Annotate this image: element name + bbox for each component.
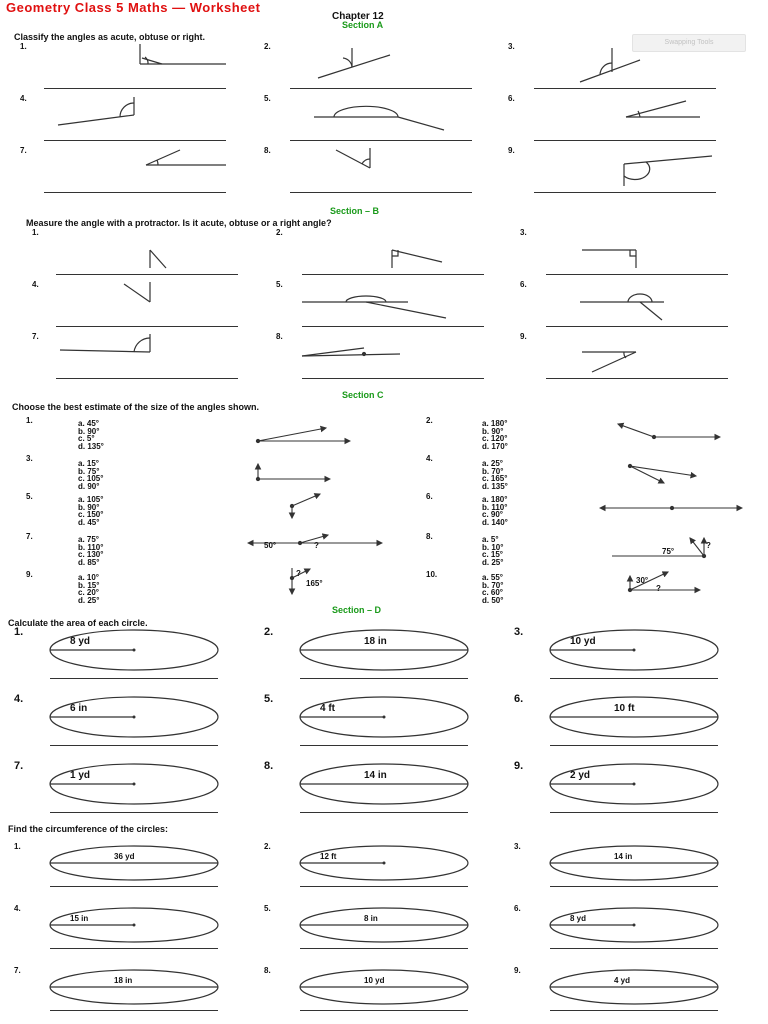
circle-problem-number: 2. (264, 626, 274, 638)
circle-problem-number: 3. (514, 626, 524, 638)
section-c-number: 4. (426, 454, 433, 463)
section-c-number: 6. (426, 492, 433, 501)
measurement-label: 15 in (70, 914, 89, 923)
answer-options[interactable]: a. 15° b. 75° c. 105° d. 90° (78, 459, 104, 491)
circle-problem-number: 1. (14, 626, 24, 638)
section-c-number: 5. (26, 492, 33, 501)
angle-label: 165° (306, 579, 323, 588)
angle-label: 75° (662, 547, 675, 556)
measurement-label: 18 in (114, 976, 133, 985)
answer-options[interactable]: a. 25° b. 70° c. 165° d. 135° (482, 459, 508, 491)
measurement-label: 1 yd (70, 770, 91, 781)
unknown-angle-label: ? (656, 584, 661, 593)
circle-problem-number: 5. (264, 693, 274, 705)
answer-options[interactable]: a. 5° b. 10° c. 15° d. 25° (482, 535, 504, 567)
circle-problem-number: 6. (514, 904, 521, 913)
answer-options[interactable]: a. 180° b. 90° c. 120° d. 170° (482, 419, 508, 451)
unknown-angle-label: ? (314, 541, 319, 550)
section-c-number: 9. (26, 570, 33, 579)
section-b-number: 8. (276, 332, 283, 341)
circle-problem-number: 9. (514, 966, 521, 975)
measurement-label: 2 yd (570, 770, 591, 781)
section-c-number: 10. (426, 570, 438, 579)
section-d-heading: Section – D (332, 605, 382, 615)
measurement-label: 8 yd (70, 636, 91, 647)
angle-label: 50° (264, 541, 277, 550)
circle-problem-number: 7. (14, 760, 24, 772)
section-b-number: 6. (520, 280, 527, 289)
circle-problem-number: 4. (14, 693, 24, 705)
circle-problem-number: 6. (514, 693, 524, 705)
chapter-label: Chapter 12 (332, 11, 384, 22)
section-a-number: 2. (264, 42, 271, 51)
circle-problem-number: 9. (514, 760, 524, 772)
section-b-instruction: Measure the angle with a protractor. Is it acute, obtuse or a right angle? (26, 218, 332, 228)
section-c-instruction: Choose the best estimate of the size of the angles shown. (12, 402, 260, 412)
section-c-number: 7. (26, 532, 33, 541)
answer-options[interactable]: a. 180° b. 110° c. 90° d. 140° (482, 495, 508, 527)
circle-problem-number: 2. (264, 842, 271, 851)
section-a-number: 1. (20, 42, 27, 51)
section-b-number: 9. (520, 332, 527, 341)
measurement-label: 4 ft (320, 703, 335, 714)
section-a-number: 7. (20, 146, 27, 155)
section-c-heading: Section C (342, 390, 384, 400)
section-b-number: 3. (520, 228, 527, 237)
section-c-number: 8. (426, 532, 433, 541)
circle-problem-number: 3. (514, 842, 521, 851)
section-a-number: 9. (508, 146, 515, 155)
measurement-label: 14 in (364, 770, 387, 781)
answer-line[interactable] (550, 1010, 718, 1011)
section-a-number: 5. (264, 94, 271, 103)
circle-problem-number: 7. (14, 966, 21, 975)
section-c-number: 1. (26, 416, 33, 425)
section-b-number: 1. (32, 228, 39, 237)
section-b-number: 2. (276, 228, 283, 237)
section-c-number: 3. (26, 454, 33, 463)
section-a-number: 6. (508, 94, 515, 103)
answer-options[interactable]: a. 45° b. 90° c. 5° d. 135° (78, 419, 104, 451)
section-b-number: 7. (32, 332, 39, 341)
section-b-number: 4. (32, 280, 39, 289)
measurement-label: 8 yd (570, 914, 587, 923)
measurement-label: 12 ft (320, 852, 337, 861)
circle-problem-number: 1. (14, 842, 21, 851)
section-a-number: 4. (20, 94, 27, 103)
measurement-label: 10 yd (364, 976, 385, 985)
area-instruction: Calculate the area of each circle. (8, 618, 148, 628)
answer-options[interactable]: a. 55° b. 70° c. 60° d. 50° (482, 573, 504, 605)
circumference-instruction: Find the circumference of the circles: (8, 824, 169, 834)
circle-problem-number: 8. (264, 966, 271, 975)
circle-problem-number: 5. (264, 904, 271, 913)
measurement-label: 10 ft (614, 703, 635, 714)
section-b-number: 5. (276, 280, 283, 289)
swapping-tools-badge[interactable]: Swapping Tools (632, 34, 746, 52)
measurement-label: 4 yd (614, 976, 631, 985)
section-a-number: 3. (508, 42, 515, 51)
circle-problem-number: 8. (264, 760, 274, 772)
section-b-heading: Section – B (330, 206, 380, 216)
section-a-instruction: Classify the angles as acute, obtuse or right. (14, 32, 206, 42)
measurement-label: 18 in (364, 636, 387, 647)
answer-options[interactable]: a. 105° b. 90° c. 150° d. 45° (78, 495, 104, 527)
circle-problem-number: 4. (14, 904, 21, 913)
unknown-angle-label: ? (706, 541, 711, 550)
worksheet-title: Geometry Class 5 Maths — Worksheet (6, 0, 261, 15)
angle-label: 30° (636, 576, 649, 585)
answer-options[interactable]: a. 10° b. 15° c. 20° d. 25° (78, 573, 100, 605)
answer-options[interactable]: a. 75° b. 110° c. 130° d. 85° (78, 535, 104, 567)
measurement-label: 36 yd (114, 852, 135, 861)
section-a-number: 8. (264, 146, 271, 155)
measurement-label: 8 in (364, 914, 378, 923)
measurement-label: 6 in (70, 703, 88, 714)
measurement-label: 10 yd (570, 636, 596, 647)
section-a-heading: Section A (342, 20, 384, 30)
unknown-angle-label: ? (296, 569, 301, 578)
measurement-label: 14 in (614, 852, 633, 861)
section-c-number: 2. (426, 416, 433, 425)
